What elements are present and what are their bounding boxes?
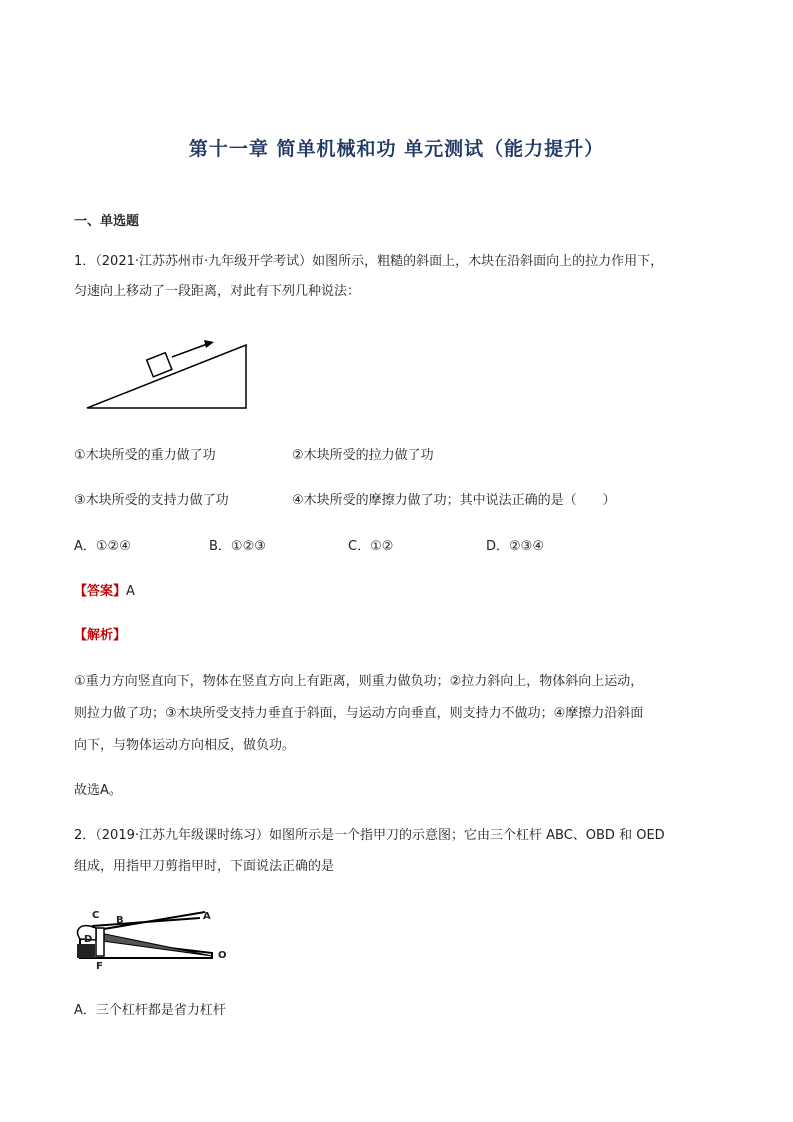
q1-option-d[interactable]: D．②③④	[486, 539, 544, 554]
section-heading: 一、单选题	[74, 214, 140, 229]
label-c: C	[92, 910, 100, 921]
label-f: F	[96, 961, 103, 972]
q2-option-a[interactable]: A．三个杠杆都是省力杠杆	[74, 1003, 226, 1018]
label-a: A	[203, 911, 211, 922]
q1-analysis-line1: ①重力方向竖直向下，物体在竖直方向上有距离，则重力做负功；②拉力斜向上，物体斜向上运动，	[74, 674, 644, 689]
q2-stem-line1: 2．（2019·江苏九年级课时练习）如图所示是一个指甲刀的示意图；它由三个杠杆 ABC、OBD 和 OED	[74, 828, 665, 843]
q1-option-c[interactable]: C．①②	[348, 539, 394, 554]
q1-analysis-line3: 向下，与物体运动方向相反，做负功。	[74, 738, 296, 753]
q2-stem-line2: 组成，用指甲刀剪指甲时，下面说法正确的是	[74, 859, 335, 874]
label-o: O	[218, 950, 227, 961]
label-b: B	[116, 915, 124, 926]
q1-statement-2: ②木块所受的拉力做了功	[292, 448, 434, 463]
q1-stem-line2: 匀速向上移动了一段距离，对此有下列几种说法：	[74, 284, 361, 299]
q1-option-a[interactable]: A．①②④	[74, 539, 131, 554]
page-title: 第十一章 简单机械和功 单元测试（能力提升）	[188, 138, 605, 160]
q1-conclusion: 故选A。	[74, 783, 122, 798]
q1-analysis-line2: 则拉力做了功；③木块所受支持力垂直于斜面，与运动方向垂直，则支持力不做功；④摩擦力沿斜面	[74, 706, 644, 721]
q1-statement-1: ①木块所受的重力做了功	[74, 448, 216, 463]
label-d: D	[84, 934, 93, 945]
q1-stem-line1: 1．（2021·江苏苏州市·九年级开学考试）如图所示，粗糙的斜面上，木块在沿斜面向上的拉力作用下，	[74, 254, 664, 269]
analysis-tag: 【解析】	[74, 628, 127, 643]
q1-statement-3: ③木块所受的支持力做了功	[74, 493, 229, 508]
q1-option-b[interactable]: B．①②③	[209, 539, 266, 554]
answer-value: A	[126, 584, 135, 599]
q1-statement-4: ④木块所受的摩擦力做了功；其中说法正确的是（ ）	[292, 493, 616, 508]
answer-tag: 【答案】	[74, 584, 127, 599]
